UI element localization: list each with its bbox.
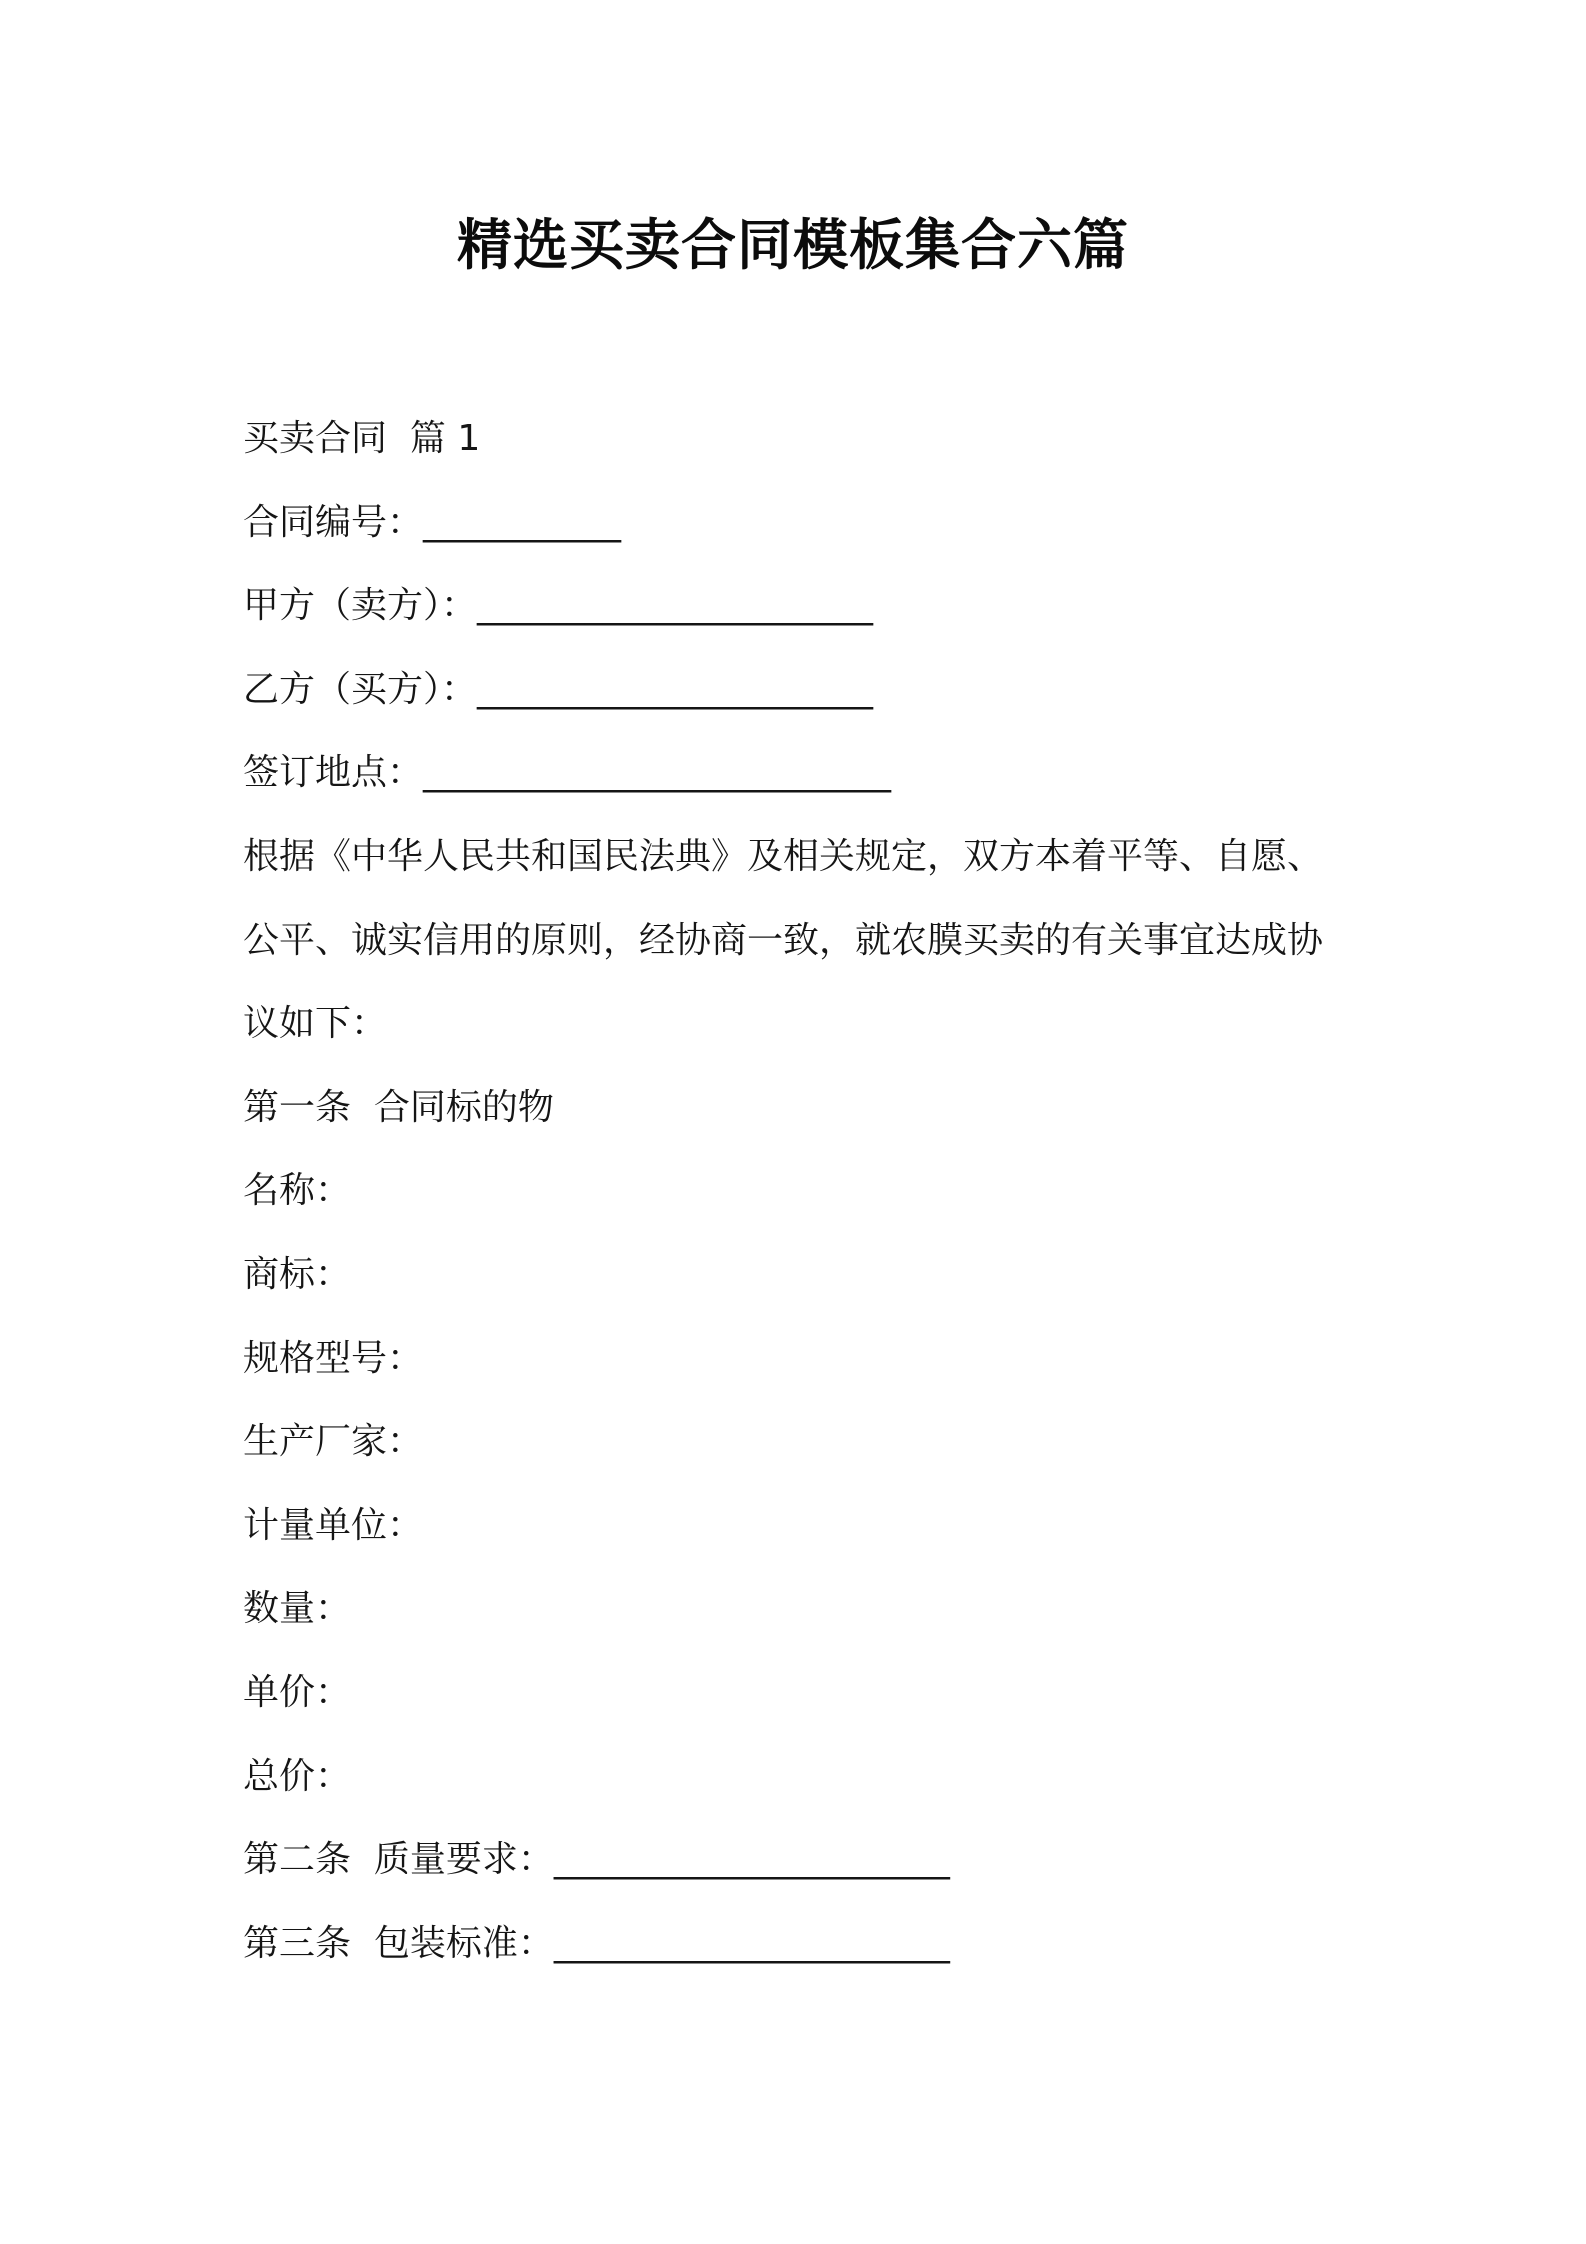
- total-price-field: 总价：: [243, 1755, 352, 1797]
- party-b-buyer-field: 乙方（买方）：______________________: [243, 668, 874, 710]
- quantity-field: 数量：: [243, 1588, 352, 1630]
- document-title: 精选买卖合同模板集合六篇: [456, 213, 1129, 277]
- article-1-heading: 第一条 合同标的物: [243, 1086, 554, 1128]
- unit-of-measure-field: 计量单位：: [243, 1504, 424, 1546]
- trademark-field: 商标：: [243, 1253, 352, 1295]
- contract-number-field: 合同编号：___________: [243, 501, 622, 543]
- item-name-field: 名称：: [243, 1170, 352, 1212]
- article-2-quality-field: 第二条 质量要求：______________________: [243, 1839, 950, 1881]
- signing-location-field: 签订地点：__________________________: [243, 752, 892, 794]
- section-heading-1: 买卖合同 篇 1: [243, 418, 481, 459]
- document-body: [243, 409, 1373, 1997]
- preamble-line-2: 公平、诚实信用的原则，经协商一致，就农膜买卖的有关事宜达成协: [243, 919, 1324, 961]
- preamble-line-3: 议如下：: [243, 1003, 388, 1045]
- spec-model-field: 规格型号：: [243, 1337, 424, 1379]
- party-a-seller-field: 甲方（卖方）：______________________: [243, 585, 874, 627]
- preamble-line-1: 根据《中华人民共和国民法典》及相关规定，双方本着平等、自愿、: [243, 835, 1324, 877]
- unit-price-field: 单价：: [243, 1671, 352, 1713]
- manufacturer-field: 生产厂家：: [243, 1421, 424, 1463]
- article-3-packaging-field: 第三条 包装标准：______________________: [243, 1922, 950, 1964]
